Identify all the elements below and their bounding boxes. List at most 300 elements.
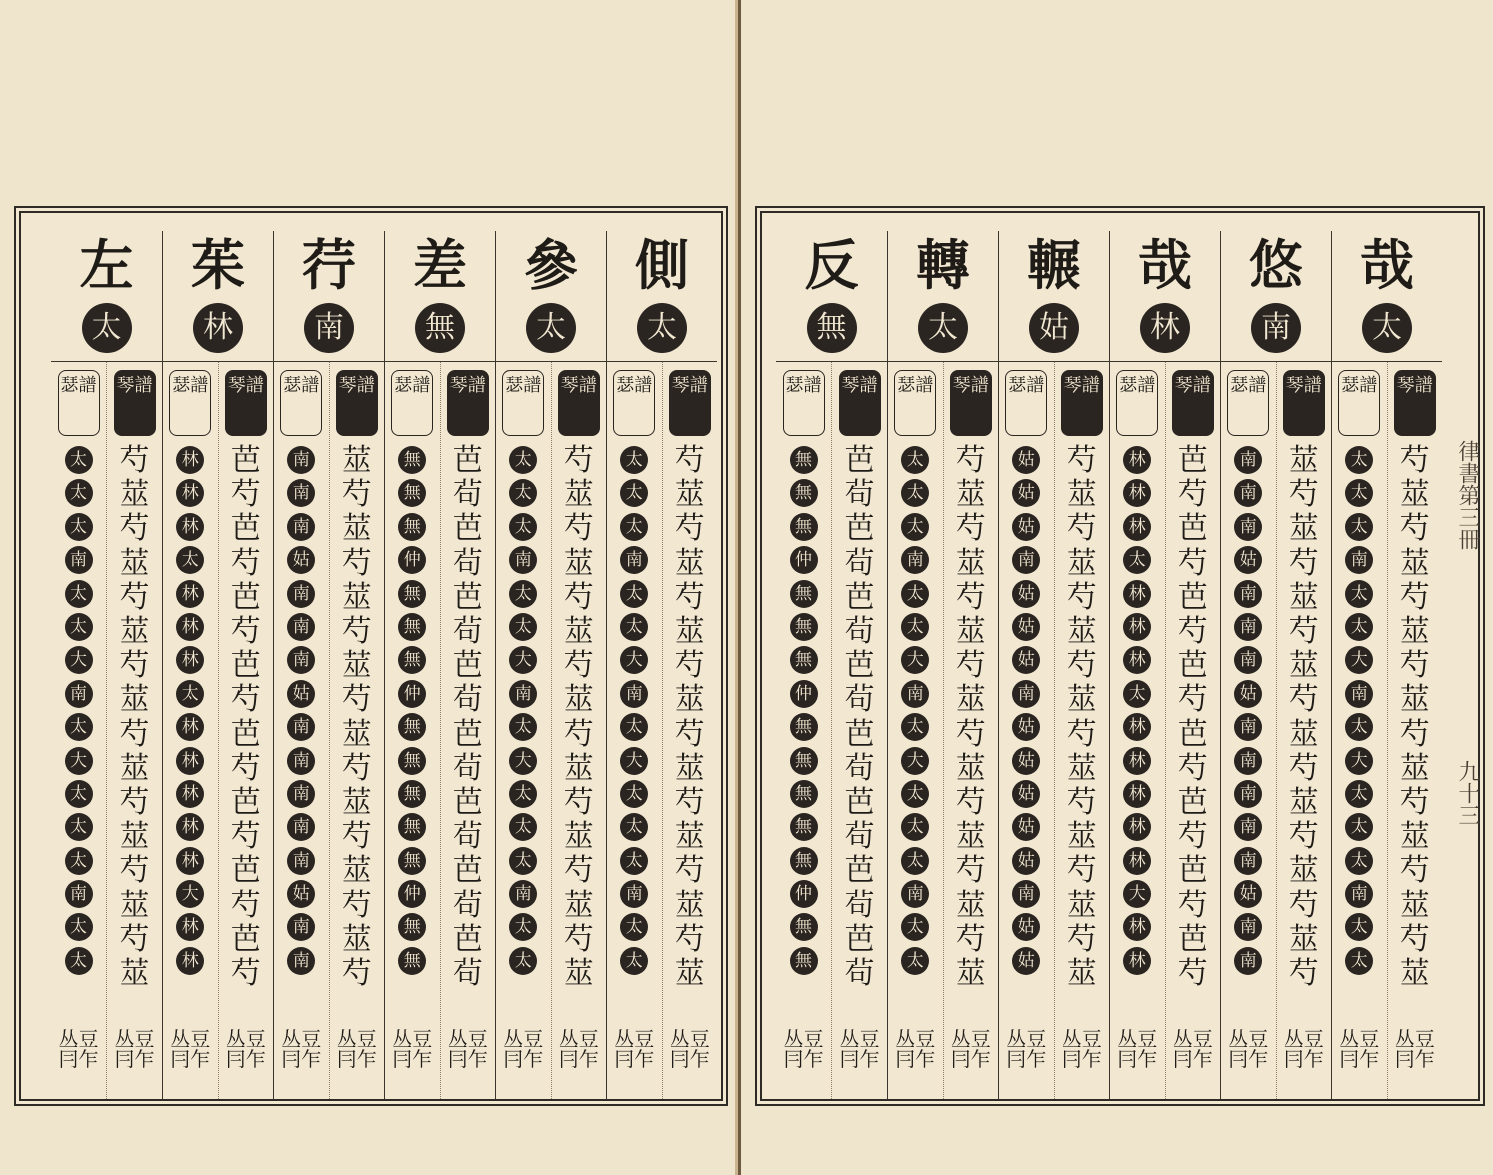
pitch-note: 姑	[287, 680, 315, 708]
se-notation	[496, 362, 551, 1099]
tablature-char: 莁	[563, 682, 594, 718]
tablature-char: 芍	[1288, 750, 1319, 786]
pitch-note: 太	[509, 713, 537, 741]
notation-row	[1332, 361, 1442, 1099]
tablature-char: 莁	[955, 614, 986, 650]
tablature-char: 芭	[1177, 511, 1208, 547]
se-notation	[607, 362, 662, 1099]
tablature-char: 芭	[844, 921, 875, 957]
pitch-note: 大	[509, 747, 537, 775]
column-footer: 丛豆冃乍	[614, 1027, 655, 1071]
tablature-char: 莁	[1288, 511, 1319, 547]
tablature-char: 芍	[1066, 511, 1097, 547]
notation-row	[888, 361, 998, 1099]
pitch-note: 太	[65, 613, 93, 641]
lyric-column	[162, 231, 273, 1099]
pitch-note: 姑	[1012, 947, 1040, 975]
pitch-note: 林	[1123, 479, 1151, 507]
lyric-column	[606, 231, 717, 1099]
column-header	[496, 235, 606, 355]
tablature-char: 莁	[563, 750, 594, 786]
pitch-note: 仲	[790, 880, 818, 908]
pitch-note: 林	[1123, 713, 1151, 741]
pitch-note: 無	[790, 713, 818, 741]
tablature-char: 芭	[452, 853, 483, 889]
tablature-char: 莁	[1399, 819, 1430, 855]
tablature-char: 莁	[1399, 956, 1430, 992]
pitch-note: 太	[901, 446, 929, 474]
tablature-char: 芍	[1066, 921, 1097, 957]
qin-score-label: 琴譜	[839, 370, 881, 436]
tablature-char: 芍	[341, 750, 372, 786]
pitch-note: 無	[398, 913, 426, 941]
tablature-char: 芭	[452, 579, 483, 615]
tablature-char: 莁	[674, 614, 705, 650]
pitch-note: 南	[1234, 847, 1262, 875]
music-table-frame	[755, 206, 1485, 1106]
pitch-note: 南	[287, 947, 315, 975]
pitch-note: 無	[398, 813, 426, 841]
tablature-char: 莁	[955, 956, 986, 992]
tablature-char: 芍	[674, 921, 705, 957]
tablature-char: 芍	[955, 579, 986, 615]
tablature-char: 芍	[674, 716, 705, 752]
pitch-note: 無	[790, 446, 818, 474]
pitch-note: 南	[287, 479, 315, 507]
pitch-mode-seal: 太	[637, 303, 687, 353]
tablature-char: 芍	[1399, 511, 1430, 547]
tablature-char: 芍	[119, 648, 150, 684]
pitch-note: 太	[901, 479, 929, 507]
pitch-note: 林	[176, 580, 204, 608]
se-notation	[51, 362, 106, 1099]
tablature-char: 莁	[563, 819, 594, 855]
pitch-note: 無	[790, 513, 818, 541]
pitch-note: 太	[620, 613, 648, 641]
pitch-mode-seal: 太	[526, 303, 576, 353]
qin-score-label: 琴譜	[950, 370, 992, 436]
tablature-char: 芍	[119, 785, 150, 821]
pitch-note: 太	[65, 513, 93, 541]
pitch-note: 太	[65, 446, 93, 474]
tablature-char: 芭	[452, 511, 483, 547]
tablature-char: 芍	[1288, 477, 1319, 513]
pitch-note: 太	[901, 580, 929, 608]
lyric-character: 差	[413, 233, 467, 297]
pitch-note: 南	[509, 880, 537, 908]
pitch-note: 大	[65, 646, 93, 674]
column-footer: 丛豆冃乍	[1006, 1027, 1047, 1071]
tablature-char: 莁	[1288, 716, 1319, 752]
pitch-note: 無	[790, 613, 818, 641]
column-footer: 丛豆冃乍	[281, 1027, 322, 1071]
pitch-note: 無	[790, 780, 818, 808]
tablature-char: 芭	[1177, 716, 1208, 752]
tablature-char: 莁	[563, 887, 594, 923]
pitch-mode-seal: 姑	[1029, 303, 1079, 353]
pitch-note: 無	[398, 479, 426, 507]
lyric-character: 哉	[1360, 233, 1414, 297]
pitch-note: 林	[1123, 747, 1151, 775]
tablature-char: 莁	[955, 750, 986, 786]
tablature-char: 茍	[452, 956, 483, 992]
edge-page-number: 九十三	[1455, 760, 1480, 826]
lyric-character: 參	[524, 233, 578, 297]
tablature-list	[120, 444, 150, 991]
note-list	[287, 444, 315, 978]
tablature-char: 芍	[341, 682, 372, 718]
pitch-note: 南	[509, 546, 537, 574]
pitch-note: 南	[1234, 513, 1262, 541]
pitch-note: 太	[620, 446, 648, 474]
pitch-note: 林	[176, 613, 204, 641]
pitch-note: 太	[176, 546, 204, 574]
pitch-note: 太	[509, 847, 537, 875]
tablature-char: 芍	[955, 921, 986, 957]
tablature-char: 莁	[1399, 887, 1430, 923]
lyric-column	[51, 231, 162, 1099]
se-score-label: 瑟譜	[280, 370, 322, 436]
tablature-char: 芍	[1288, 614, 1319, 650]
lyric-character: 茱	[191, 233, 245, 297]
pitch-note: 太	[620, 513, 648, 541]
pitch-note: 太	[509, 813, 537, 841]
tablature-char: 莁	[341, 785, 372, 821]
pitch-note: 太	[1345, 580, 1373, 608]
pitch-note: 無	[790, 813, 818, 841]
pitch-note: 南	[1234, 646, 1262, 674]
pitch-note: 南	[1234, 713, 1262, 741]
tablature-char: 芍	[119, 579, 150, 615]
tablature-char: 芍	[955, 853, 986, 889]
tablature-list	[1400, 444, 1430, 991]
tablature-list	[675, 444, 705, 991]
column-footer: 丛豆冃乍	[225, 1027, 266, 1071]
pitch-note: 南	[287, 780, 315, 808]
pitch-note: 林	[1123, 646, 1151, 674]
tablature-char: 芍	[1399, 716, 1430, 752]
tablature-char: 莁	[563, 614, 594, 650]
tablature-char: 芍	[563, 579, 594, 615]
tablature-char: 芍	[119, 921, 150, 957]
pitch-note: 太	[901, 780, 929, 808]
tablature-char: 芭	[1177, 648, 1208, 684]
note-list	[1345, 444, 1373, 978]
tablature-char: 芍	[674, 648, 705, 684]
tablature-char: 芍	[1177, 887, 1208, 923]
pitch-note: 林	[1123, 446, 1151, 474]
tablature-char: 芭	[1177, 579, 1208, 615]
se-score-label: 瑟譜	[391, 370, 433, 436]
pitch-note: 太	[620, 947, 648, 975]
pitch-note: 大	[1123, 880, 1151, 908]
column-footer: 丛豆冃乍	[58, 1027, 99, 1071]
tablature-char: 芍	[119, 443, 150, 478]
pitch-note: 太	[65, 713, 93, 741]
note-list	[901, 444, 929, 978]
pitch-note: 太	[1345, 947, 1373, 975]
column-header	[1110, 235, 1220, 355]
lyric-character: 反	[804, 233, 859, 297]
pitch-note: 南	[287, 446, 315, 474]
tablature-char: 茍	[844, 750, 875, 786]
pitch-note: 無	[398, 947, 426, 975]
lyric-column	[887, 231, 998, 1099]
pitch-note: 太	[901, 813, 929, 841]
note-list	[1012, 444, 1040, 978]
pitch-note: 無	[398, 780, 426, 808]
tablature-char: 莁	[955, 545, 986, 581]
pitch-mode-seal: 無	[807, 303, 857, 353]
pitch-note: 姑	[1012, 813, 1040, 841]
se-notation	[163, 362, 218, 1099]
lyric-column	[495, 231, 606, 1099]
pitch-note: 太	[65, 813, 93, 841]
pitch-note: 南	[287, 613, 315, 641]
column-footer: 丛豆冃乍	[503, 1027, 544, 1071]
lyric-character: 荇	[302, 233, 356, 297]
lyric-character: 哉	[1138, 233, 1192, 297]
tablature-list	[1067, 444, 1097, 991]
qin-notation	[943, 362, 999, 1099]
tablature-char: 芍	[1066, 853, 1097, 889]
notation-row	[274, 361, 384, 1099]
pitch-note: 南	[287, 813, 315, 841]
pitch-note: 太	[1123, 680, 1151, 708]
pitch-note: 林	[176, 847, 204, 875]
pitch-note: 南	[901, 880, 929, 908]
qin-notation	[662, 362, 718, 1099]
tablature-char: 芍	[563, 648, 594, 684]
note-list	[620, 444, 648, 978]
pitch-note: 太	[65, 847, 93, 875]
qin-notation	[106, 362, 162, 1099]
pitch-note: 無	[790, 747, 818, 775]
column-footer: 丛豆冃乍	[1283, 1027, 1324, 1071]
tablature-char: 莁	[563, 545, 594, 581]
pitch-note: 南	[1234, 747, 1262, 775]
pitch-note: 太	[509, 913, 537, 941]
se-score-label: 瑟譜	[613, 370, 655, 436]
tablature-char: 芍	[1177, 956, 1208, 992]
tablature-char: 芭	[230, 921, 261, 957]
column-footer: 丛豆冃乍	[669, 1027, 710, 1071]
tablature-char: 莁	[1288, 579, 1319, 615]
tablature-char: 芍	[341, 887, 372, 923]
pitch-note: 姑	[287, 880, 315, 908]
pitch-note: 無	[398, 446, 426, 474]
notation-row	[1221, 361, 1331, 1099]
pitch-note: 無	[790, 646, 818, 674]
pitch-note: 南	[1345, 880, 1373, 908]
pitch-note: 無	[398, 847, 426, 875]
tablature-char: 莁	[119, 545, 150, 581]
pitch-note: 大	[901, 646, 929, 674]
qin-notation	[440, 362, 496, 1099]
tablature-char: 莁	[674, 545, 705, 581]
pitch-note: 大	[1345, 646, 1373, 674]
column-footer: 丛豆冃乍	[1117, 1027, 1158, 1071]
tablature-char: 芍	[563, 853, 594, 889]
tablature-char: 茍	[844, 819, 875, 855]
column-footer: 丛豆冃乍	[783, 1027, 824, 1071]
pitch-note: 南	[1234, 580, 1262, 608]
column-header	[999, 235, 1109, 355]
tablature-char: 莁	[1066, 682, 1097, 718]
tablature-char: 芭	[844, 785, 875, 821]
se-notation	[1110, 362, 1165, 1099]
pitch-note: 南	[1234, 613, 1262, 641]
qin-score-label: 琴譜	[558, 370, 600, 436]
lyric-column	[998, 231, 1109, 1099]
pitch-note: 太	[620, 479, 648, 507]
tablature-char: 莁	[341, 579, 372, 615]
pitch-note: 無	[398, 513, 426, 541]
pitch-mode-seal: 林	[193, 303, 243, 353]
se-score-label: 瑟譜	[894, 370, 936, 436]
column-header	[163, 235, 273, 355]
tablature-char: 芍	[955, 443, 986, 478]
tablature-char: 茍	[844, 614, 875, 650]
pitch-mode-seal: 南	[304, 303, 354, 353]
tablature-char: 芍	[230, 682, 261, 718]
tablature-char: 茍	[452, 887, 483, 923]
tablature-char: 茍	[844, 956, 875, 992]
qin-notation	[1054, 362, 1110, 1099]
note-list	[790, 444, 818, 978]
notation-row	[163, 361, 273, 1099]
pitch-note: 無	[790, 947, 818, 975]
pitch-note: 仲	[398, 680, 426, 708]
tablature-char: 莁	[674, 819, 705, 855]
pitch-note: 南	[901, 680, 929, 708]
column-footer: 丛豆冃乍	[839, 1027, 880, 1071]
tablature-char: 芍	[230, 956, 261, 992]
pitch-note: 無	[790, 580, 818, 608]
tablature-char: 芭	[452, 443, 483, 478]
tablature-char: 莁	[1399, 614, 1430, 650]
pitch-note: 姑	[1234, 680, 1262, 708]
right-page	[741, 0, 1493, 1175]
lyric-character: 側	[635, 233, 689, 297]
note-list	[1234, 444, 1262, 978]
tablature-char: 莁	[1066, 614, 1097, 650]
qin-score-label: 琴譜	[669, 370, 711, 436]
pitch-note: 南	[1345, 680, 1373, 708]
pitch-note: 太	[509, 446, 537, 474]
tablature-char: 芭	[452, 716, 483, 752]
tablature-char: 芭	[1177, 853, 1208, 889]
tablature-char: 芭	[230, 511, 261, 547]
tablature-char: 莁	[119, 887, 150, 923]
column-header	[607, 235, 717, 355]
tablature-char: 芍	[1066, 648, 1097, 684]
tablature-char: 茍	[452, 614, 483, 650]
tablature-char: 莁	[1399, 750, 1430, 786]
tablature-char: 芍	[955, 785, 986, 821]
pitch-note: 姑	[1012, 913, 1040, 941]
tablature-char: 芍	[119, 716, 150, 752]
pitch-note: 南	[1012, 546, 1040, 574]
tablature-char: 芭	[230, 853, 261, 889]
tablature-char: 茍	[844, 477, 875, 513]
pitch-note: 太	[176, 680, 204, 708]
tablature-char: 芍	[1399, 579, 1430, 615]
tablature-char: 芍	[563, 921, 594, 957]
pitch-note: 林	[176, 913, 204, 941]
notation-row	[607, 361, 717, 1099]
pitch-note: 姑	[1234, 880, 1262, 908]
tablature-char: 莁	[955, 819, 986, 855]
tablature-char: 芭	[844, 716, 875, 752]
tablature-char: 莁	[341, 921, 372, 957]
tablature-char: 芭	[452, 785, 483, 821]
tablature-char: 芍	[1177, 477, 1208, 513]
pitch-note: 姑	[1012, 479, 1040, 507]
qin-notation	[329, 362, 385, 1099]
tablature-char: 茍	[452, 477, 483, 513]
tablature-char: 芭	[844, 853, 875, 889]
tablature-list	[956, 444, 986, 991]
column-footer: 丛豆冃乍	[950, 1027, 991, 1071]
pitch-note: 無	[398, 646, 426, 674]
pitch-note: 大	[901, 747, 929, 775]
se-score-label: 瑟譜	[1005, 370, 1047, 436]
pitch-note: 太	[901, 613, 929, 641]
pitch-note: 太	[509, 780, 537, 808]
column-header	[1332, 235, 1442, 355]
pitch-note: 太	[620, 913, 648, 941]
pitch-note: 仲	[398, 880, 426, 908]
tablature-char: 莁	[674, 750, 705, 786]
pitch-note: 南	[1012, 680, 1040, 708]
tablature-char: 芍	[955, 648, 986, 684]
notation-row	[999, 361, 1109, 1099]
tablature-char: 茍	[452, 682, 483, 718]
tablature-char: 芍	[1066, 443, 1097, 478]
tablature-list	[1178, 444, 1208, 991]
pitch-note: 太	[620, 780, 648, 808]
tablature-char: 芭	[1177, 921, 1208, 957]
column-footer: 丛豆冃乍	[1061, 1027, 1102, 1071]
notation-row	[496, 361, 606, 1099]
se-score-label: 瑟譜	[783, 370, 825, 436]
se-notation	[776, 362, 831, 1099]
tablature-char: 芍	[1288, 819, 1319, 855]
tablature-char: 莁	[674, 887, 705, 923]
qin-notation	[1165, 362, 1221, 1099]
tablature-char: 莁	[1399, 545, 1430, 581]
se-notation	[385, 362, 440, 1099]
tablature-char: 莁	[674, 682, 705, 718]
tablature-char: 茍	[452, 750, 483, 786]
pitch-note: 南	[65, 880, 93, 908]
lyric-column	[384, 231, 495, 1099]
pitch-note: 太	[901, 513, 929, 541]
tablature-char: 芍	[341, 545, 372, 581]
tablature-char: 莁	[1288, 853, 1319, 889]
lyric-character: 轉	[916, 233, 970, 297]
pitch-note: 南	[287, 713, 315, 741]
pitch-note: 太	[509, 513, 537, 541]
se-notation	[999, 362, 1054, 1099]
tablature-char: 芍	[674, 579, 705, 615]
se-notation	[1332, 362, 1387, 1099]
tablature-char: 芍	[1399, 853, 1430, 889]
tablature-char: 芍	[230, 545, 261, 581]
pitch-note: 太	[1345, 479, 1373, 507]
pitch-note: 太	[901, 947, 929, 975]
